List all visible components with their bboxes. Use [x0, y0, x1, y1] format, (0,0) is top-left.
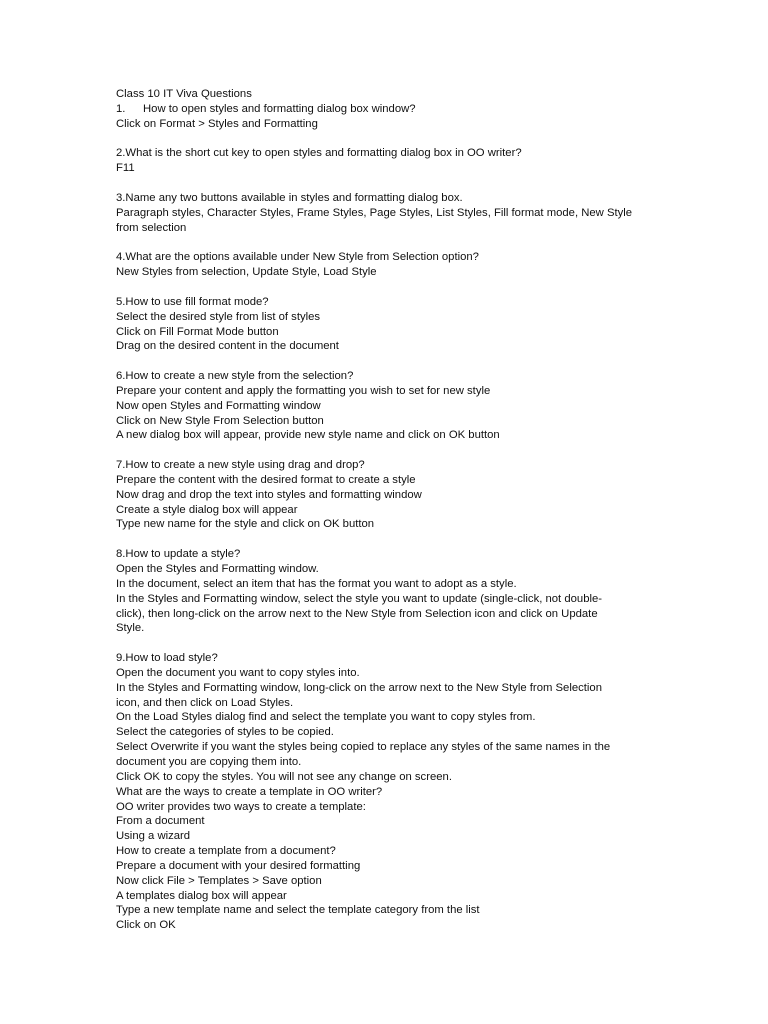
answer-9-step: icon, and then click on Load Styles. — [116, 696, 294, 709]
answer-9-step: Click OK to copy the styles. You will not see any change on screen. — [116, 770, 452, 783]
answer-9-step: Select the categories of styles to be copied. — [116, 726, 334, 739]
question-2: 2.What is the short cut key to open styles and formatting dialog box in OO writer? — [116, 147, 522, 160]
answer-6-step: A new dialog box will appear, provide new style name and click on OK button — [116, 429, 500, 442]
document-title: Class 10 IT Viva Questions — [116, 88, 252, 100]
question-1-number: 1. — [116, 102, 126, 115]
question-7: 7.How to create a new style using drag and drop? — [116, 459, 365, 472]
answer-9-step: What are the ways to create a template in OO writer? — [116, 785, 383, 798]
answer-4: New Styles from selection, Update Style, Load Style — [116, 266, 377, 279]
answer-8-step: In the Styles and Formatting window, select the style you want to update (single-click, not double- — [116, 592, 603, 605]
question-1 — [116, 102, 646, 117]
question-5: 5.How to use fill format mode? — [116, 295, 269, 308]
answer-9-step: A templates dialog box will appear — [116, 889, 287, 902]
answer-9-step: On the Load Styles dialog find and select the template you want to copy styles from. — [116, 711, 536, 724]
answer-8-step: click), then long-click on the arrow next to the New Style from Selection icon and click on Update — [116, 607, 598, 620]
answer-8-step: Open the Styles and Formatting window. — [116, 563, 319, 575]
answer-9-step: Open the document you want to copy styles into. — [116, 666, 360, 679]
spacer — [116, 132, 646, 147]
answer-1: Click on Format > Styles and Formatting — [116, 117, 318, 130]
question-4: 4.What are the options available under New Style from Selection option? — [116, 251, 479, 264]
answer-9-step: Type a new template name and select the template category from the list — [116, 904, 480, 917]
question-8: 8.How to update a style? — [116, 548, 241, 561]
answer-9-step: Select Overwrite if you want the styles being copied to replace any styles of the same names in the — [116, 741, 611, 754]
answer-5-step: Drag on the desired content in the document — [116, 340, 339, 353]
answer-7-step: Create a style dialog box will appear — [116, 503, 298, 516]
spacer — [116, 532, 646, 547]
answer-9-step: Click on OK — [116, 919, 176, 932]
answer-9-step: Using a wizard — [116, 830, 191, 843]
answer-2: F11 — [116, 162, 135, 175]
answer-9-step: How to create a template from a document? — [116, 845, 336, 858]
answer-3-line-2: from selection — [116, 221, 187, 234]
answer-6-step: Click on New Style From Selection button — [116, 414, 324, 427]
answer-9-step: OO writer provides two ways to create a template: — [116, 800, 366, 813]
spacer — [116, 280, 646, 295]
answer-5-step: Click on Fill Format Mode button — [116, 325, 279, 338]
answer-9-step: Prepare a document with your desired formatting — [116, 859, 361, 872]
answer-8-step: Style. — [116, 622, 145, 635]
spacer — [116, 636, 646, 651]
answer-3-line-1: Paragraph styles, Character Styles, Frame Styles, Page Styles, List Styles, Fill format mode, New Style — [116, 206, 633, 219]
question-3: 3.Name any two buttons available in styles and formatting dialog box. — [116, 191, 463, 204]
spacer — [116, 235, 646, 250]
spacer — [116, 443, 646, 458]
answer-6-step: Prepare your content and apply the formatting you wish to set for new style — [116, 384, 491, 397]
answer-9-step: document you are copying them into. — [116, 755, 302, 768]
answer-9-step: From a document — [116, 815, 205, 828]
answer-7-step: Prepare the content with the desired format to create a style — [116, 473, 416, 486]
question-9: 9.How to load style? — [116, 652, 218, 665]
answer-9-step: In the Styles and Formatting window, long-click on the arrow next to the New Style from Selection — [116, 681, 602, 694]
spacer — [116, 354, 646, 369]
answer-9-step: Now click File > Templates > Save option — [116, 874, 322, 887]
question-1-text: How to open styles and formatting dialog box window? — [143, 102, 416, 115]
answer-7-step: Type new name for the style and click on OK button — [116, 518, 375, 531]
spacer — [116, 176, 646, 191]
answer-6-step: Now open Styles and Formatting window — [116, 399, 321, 412]
document-page — [116, 87, 646, 933]
question-6: 6.How to create a new style from the selection? — [116, 370, 354, 383]
answer-5-step: Select the desired style from list of styles — [116, 310, 321, 323]
answer-7-step: Now drag and drop the text into styles and formatting window — [116, 488, 422, 501]
answer-8-step: In the document, select an item that has the format you want to adopt as a style. — [116, 577, 517, 590]
